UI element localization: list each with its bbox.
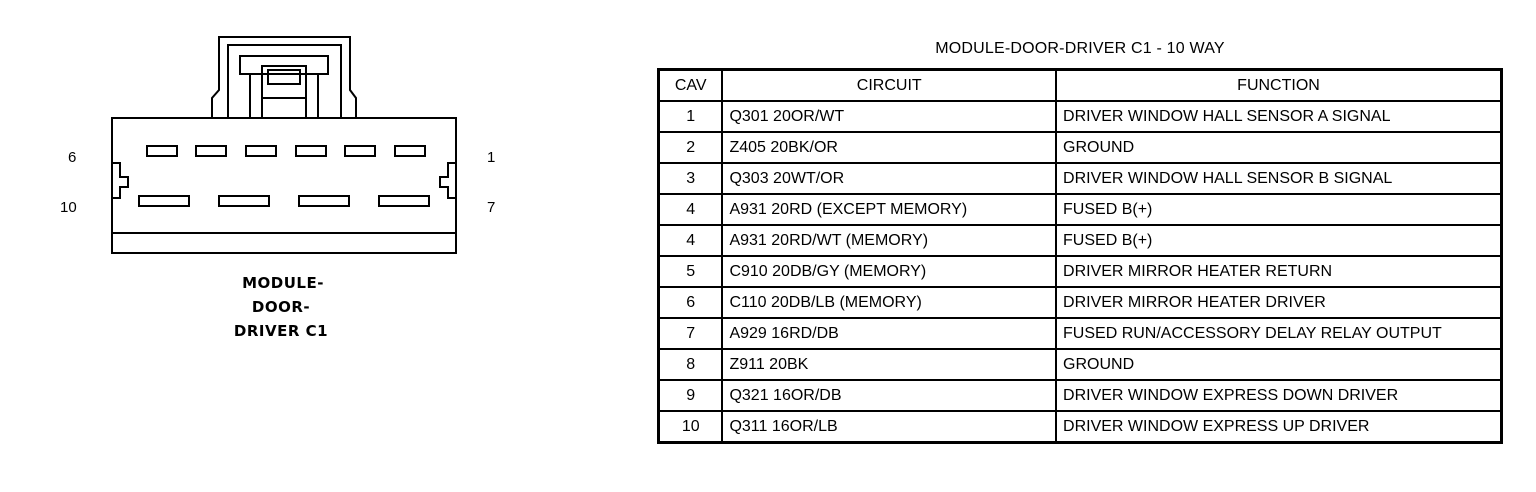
table-row bbox=[659, 380, 1502, 411]
cav-cell: 3 bbox=[659, 163, 723, 194]
table-row bbox=[659, 101, 1502, 132]
cav-cell: 9 bbox=[659, 380, 723, 411]
cavity-10 bbox=[139, 196, 189, 206]
function-cell: FUSED RUN/ACCESSORY DELAY RELAY OUTPUT bbox=[1056, 318, 1501, 349]
cav-cell: 1 bbox=[659, 101, 723, 132]
circuit-cell: Q303 20WT/OR bbox=[722, 163, 1056, 194]
cavity-8 bbox=[299, 196, 349, 206]
cav-cell: 8 bbox=[659, 349, 723, 380]
cav-cell: 7 bbox=[659, 318, 723, 349]
pin-label-top-left: 6 bbox=[68, 149, 77, 166]
connector-name bbox=[234, 274, 328, 340]
header-function: FUNCTION bbox=[1056, 70, 1501, 102]
cavity-5 bbox=[196, 146, 226, 156]
circuit-cell: C910 20DB/GY (MEMORY) bbox=[722, 256, 1056, 287]
table-row bbox=[659, 132, 1502, 163]
function-cell: FUSED B(+) bbox=[1056, 225, 1501, 256]
function-cell: GROUND bbox=[1056, 349, 1501, 380]
connector-latch bbox=[212, 37, 356, 118]
table-row bbox=[659, 225, 1502, 256]
table-row bbox=[659, 194, 1502, 225]
circuit-cell: A931 20RD/WT (MEMORY) bbox=[722, 225, 1056, 256]
pin-label-top-right: 1 bbox=[487, 149, 496, 166]
cav-cell: 4 bbox=[659, 225, 723, 256]
circuit-cell: A931 20RD (EXCEPT MEMORY) bbox=[722, 194, 1056, 225]
cavity-3 bbox=[296, 146, 326, 156]
function-cell: DRIVER WINDOW HALL SENSOR A SIGNAL bbox=[1056, 101, 1501, 132]
function-cell: DRIVER WINDOW HALL SENSOR B SIGNAL bbox=[1056, 163, 1501, 194]
circuit-cell: Q321 16OR/DB bbox=[722, 380, 1056, 411]
cav-cell: 6 bbox=[659, 287, 723, 318]
table-row bbox=[659, 163, 1502, 194]
connector-key-left bbox=[112, 163, 128, 198]
cavity-6 bbox=[147, 146, 177, 156]
table-title: MODULE-DOOR-DRIVER C1 - 10 WAY bbox=[935, 40, 1225, 57]
cavity-1 bbox=[395, 146, 425, 156]
table-row bbox=[659, 318, 1502, 349]
cavity-2 bbox=[345, 146, 375, 156]
cavity-7 bbox=[379, 196, 429, 206]
circuit-cell: Q301 20OR/WT bbox=[722, 101, 1056, 132]
connector-name-line: DRIVER C1 bbox=[233, 322, 329, 340]
function-cell: DRIVER WINDOW EXPRESS UP DRIVER bbox=[1056, 411, 1501, 443]
circuit-cell: A929 16RD/DB bbox=[722, 318, 1056, 349]
cav-cell: 2 bbox=[659, 132, 723, 163]
cav-cell: 5 bbox=[659, 256, 723, 287]
cavity-4 bbox=[246, 146, 276, 156]
cav-cell: 10 bbox=[659, 411, 723, 443]
cav-cell: 4 bbox=[659, 194, 723, 225]
connector-diagram bbox=[0, 0, 640, 492]
table-row bbox=[659, 349, 1502, 380]
circuit-cell: Z911 20BK bbox=[722, 349, 1056, 380]
function-cell: DRIVER MIRROR HEATER DRIVER bbox=[1056, 287, 1501, 318]
connector-name-line: MODULE- bbox=[242, 274, 324, 292]
table-row bbox=[659, 256, 1502, 287]
header-cav: CAV bbox=[659, 70, 723, 102]
pin-label-bottom-right: 7 bbox=[487, 199, 496, 216]
pinout-table bbox=[657, 68, 1503, 444]
circuit-cell: Q311 16OR/LB bbox=[722, 411, 1056, 443]
function-cell: GROUND bbox=[1056, 132, 1501, 163]
table-row bbox=[659, 411, 1502, 443]
header-circuit: CIRCUIT bbox=[722, 70, 1056, 102]
connector-key-right bbox=[440, 163, 456, 198]
function-cell: DRIVER MIRROR HEATER RETURN bbox=[1056, 256, 1501, 287]
circuit-cell: Z405 20BK/OR bbox=[722, 132, 1056, 163]
cavity-9 bbox=[219, 196, 269, 206]
circuit-cell: C110 20DB/LB (MEMORY) bbox=[722, 287, 1056, 318]
function-cell: FUSED B(+) bbox=[1056, 194, 1501, 225]
pin-label-bottom-left: 10 bbox=[60, 199, 77, 216]
connector-name-line: DOOR- bbox=[251, 298, 311, 316]
function-cell: DRIVER WINDOW EXPRESS DOWN DRIVER bbox=[1056, 380, 1501, 411]
table-row bbox=[659, 287, 1502, 318]
table-header-row bbox=[659, 70, 1502, 102]
